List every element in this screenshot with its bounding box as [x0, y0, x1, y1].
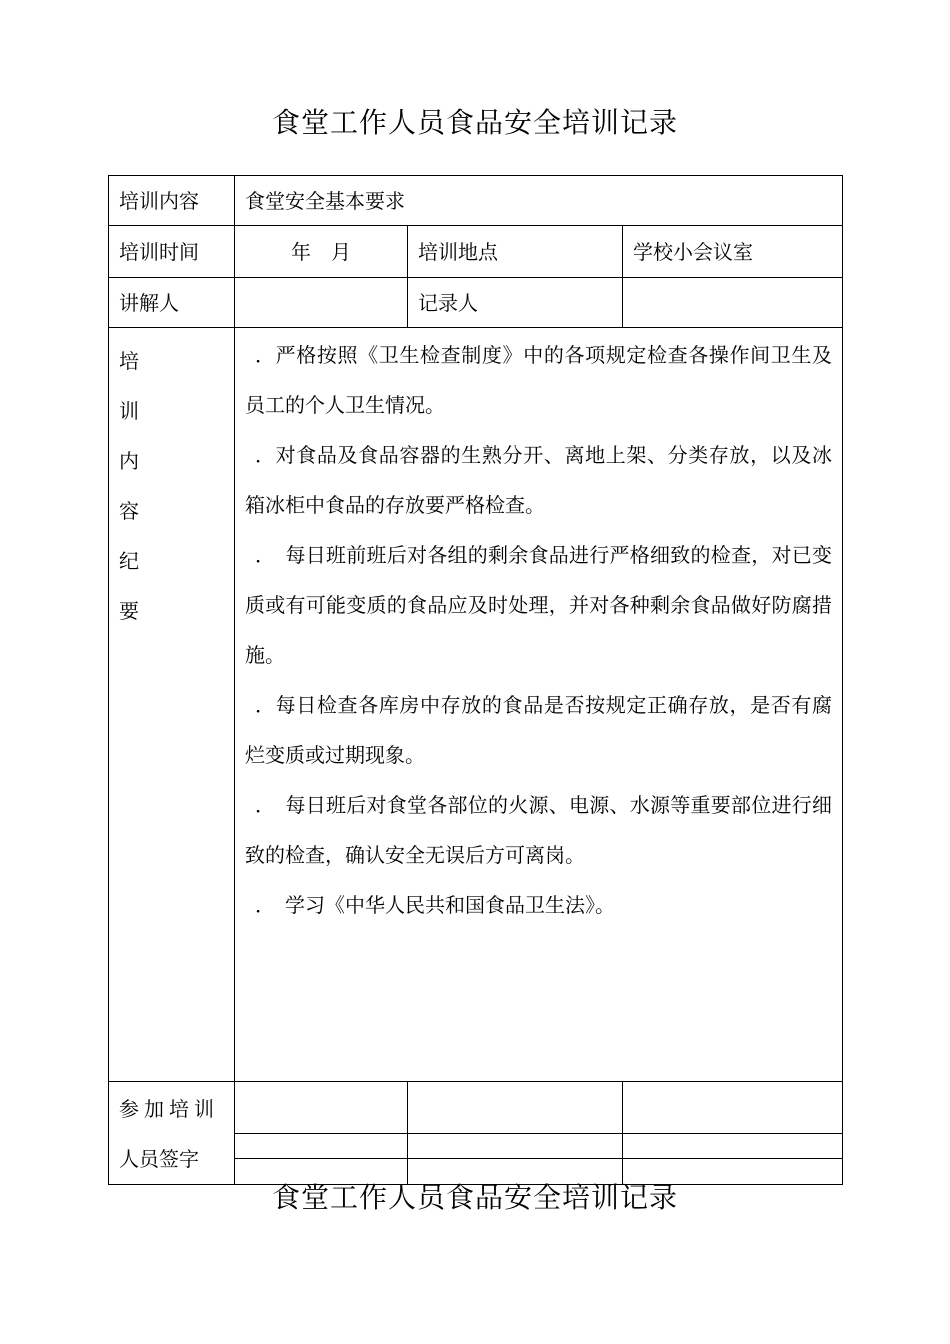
content-value[interactable]: 食堂安全基本要求	[235, 176, 843, 226]
time-value[interactable]: 年 月	[235, 226, 408, 278]
signature-cell[interactable]	[235, 1082, 408, 1134]
summary-paragraph: ．对食品及食品容器的生熟分开、离地上架、分类存放，以及冰箱冰柜中食品的存放要严格检查。	[245, 443, 833, 517]
signature-cell[interactable]	[235, 1134, 408, 1159]
summary-label	[109, 328, 235, 1082]
row-content	[109, 176, 843, 226]
summary-paragraph: ．严格按照《卫生检查制度》中的各项规定检查各操作间卫生及员工的个人卫生情况。	[245, 343, 833, 417]
signature-cell[interactable]	[623, 1082, 843, 1134]
summary-label-char: 训	[119, 399, 139, 423]
row-speaker-recorder	[109, 278, 843, 328]
summary-content[interactable]	[235, 328, 843, 1082]
summary-label-char: 培	[119, 349, 139, 373]
signature-cell[interactable]	[408, 1134, 623, 1159]
summary-label-char: 纪	[119, 549, 139, 573]
summary-label-char: 容	[119, 499, 139, 523]
page-title-repeat: 食堂工作人员食品安全培训记录	[271, 1181, 678, 1214]
place-label: 培训地点	[408, 226, 623, 278]
page-title: 食堂工作人员食品安全培训记录	[271, 106, 678, 139]
signature-cell[interactable]	[408, 1082, 623, 1134]
row-summary	[109, 328, 843, 1082]
summary-label-char: 要	[119, 599, 139, 623]
recorder-label: 记录人	[408, 278, 623, 328]
recorder-value[interactable]	[623, 278, 843, 328]
speaker-label: 讲解人	[109, 278, 235, 328]
summary-paragraph: ．每日检查各库房中存放的食品是否按规定正确存放，是否有腐烂变质或过期现象。	[245, 693, 833, 767]
summary-label-char: 内	[119, 449, 139, 473]
summary-paragraph: ． 每日班后对食堂各部位的火源、电源、水源等重要部位进行细致的检查，确认安全无误后方可离岗。	[245, 793, 833, 867]
summary-paragraph: ． 每日班前班后对各组的剩余食品进行严格细致的检查，对已变质或有可能变质的食品应及时处理，并对各种剩余食品做好防腐措施。	[245, 543, 833, 667]
signature-cell[interactable]	[623, 1134, 843, 1159]
place-value[interactable]: 学校小会议室	[623, 226, 843, 278]
time-label: 培训时间	[109, 226, 235, 278]
sign-label-line: 人员签字	[119, 1147, 199, 1171]
sign-label	[109, 1082, 235, 1185]
summary-paragraph: ． 学习《中华人民共和国食品卫生法》。	[255, 893, 615, 917]
training-record-table	[108, 175, 843, 1185]
content-label: 培训内容	[109, 176, 235, 226]
row-sign-1	[109, 1082, 843, 1134]
row-time-place	[109, 226, 843, 278]
sign-label-line: 参加培训	[119, 1097, 219, 1121]
speaker-value[interactable]	[235, 278, 408, 328]
